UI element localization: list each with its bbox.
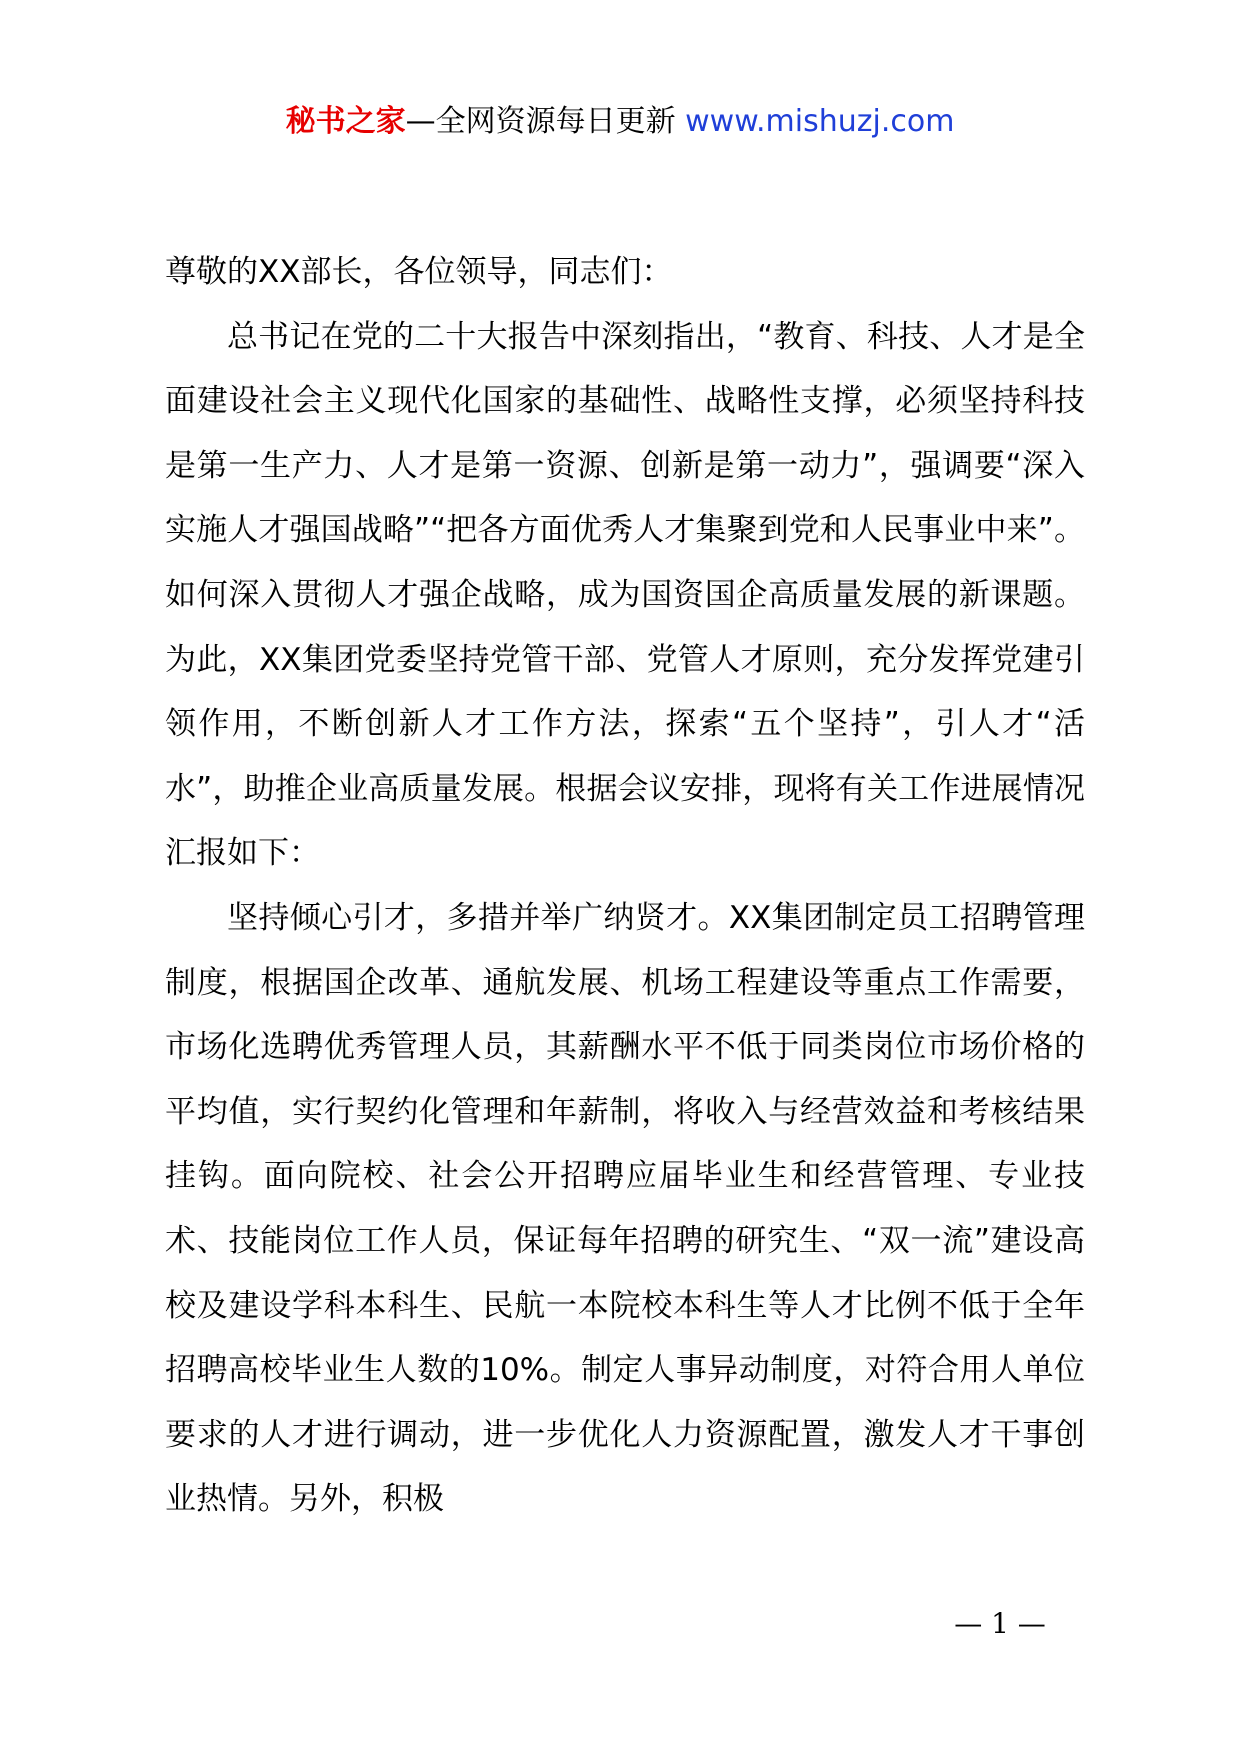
header-tagline: —全网资源每日更新 bbox=[405, 104, 676, 139]
brand-name: 秘书之家 bbox=[285, 104, 406, 139]
paragraph-intro: 总书记在党的二十大报告中深刻指出，“教育、科技、人才是全面建设社会主义现代化国家的基础性、战略性支撑，必须坚持科技是第一生产力、人才是第一资源、创新是第一动力”，强调要“深入实施人才强国战略”“把各方面优秀人才集聚到党和人民事业中来”。如何深入贯彻人才强企战略，成为国资国企高质量发展的新课题。为此，XX集团党委坚持党管干部、党管人才原则，充分发挥党建引领作用，不断创新人才工作方法，探索“五个坚持”，引人才“活水”，助推企业高质量发展。根据会议安排，现将有关工作进展情况汇报如下： bbox=[165, 318, 1085, 872]
salutation: 尊敬的XX部长，各位领导，同志们： bbox=[165, 254, 673, 290]
paragraph-talent-recruitment: 坚持倾心引才，多措并举广纳贤才。XX集团制定员工招聘管理制度，根据国企改革、通航发展、机场工程建设等重点工作需要，市场化选聘优秀管理人员，其薪酬水平不低于同类岗位市场价格的平均值，实行契约化管理和年薪制，将收入与经营效益和考核结果挂钩。面向院校、社会公开招聘应届毕业生和经营管理、专业技术、技能岗位工作人员，保证每年招聘的研究生、“双一流”建设高校及建设学科本科生、民航一本院校本科生等人才比例不低于全年招聘高校毕业生人数的10%。制定人事异动制度，对符合用人单位要求的人才进行调动，进一步优化人力资源配置，激发人才干事创业热情。另外，积极 bbox=[165, 899, 1085, 1518]
page-number: — 1 — bbox=[954, 1607, 1046, 1640]
document-body bbox=[165, 240, 1085, 1532]
site-header bbox=[0, 100, 1240, 144]
site-url-link[interactable]: www.mishuzj.com bbox=[685, 104, 955, 139]
